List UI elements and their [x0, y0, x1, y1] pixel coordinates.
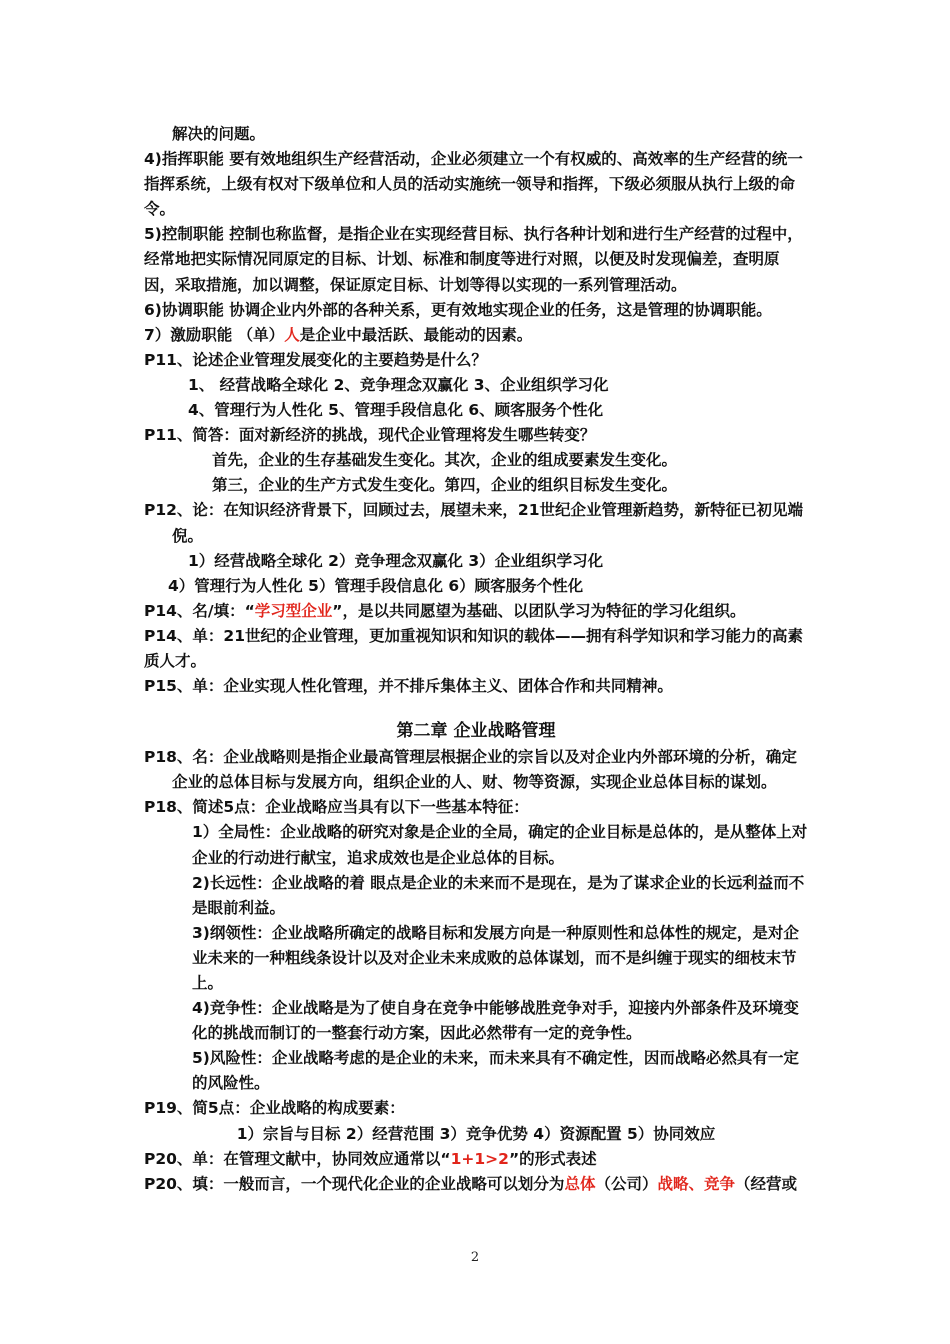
highlight-text: 总体 — [564, 1174, 596, 1193]
question-p18-definition: P18、名：企业战略则是指企业最高管理层根据企业的宗旨以及对企业内外部环境的分析，确定企业的总体目标与发展方向，组织企业的人、财、物等资源，实现企业总体目标的谋划。 — [144, 748, 797, 792]
list-line: 1）宗旨与目标 2）经营范围 3）竞争优势 4）资源配置 5）协同效应 — [236, 1124, 716, 1143]
list-line: 1）经营战略全球化 2）竞争理念双赢化 3）企业组织学习化 — [188, 551, 604, 570]
question-p12: P12、论：在知识经济背景下，回顾过去，展望未来，21世纪企业管理新趋势，新特征已初见端倪。 — [144, 501, 804, 545]
highlight-text: 学习型企业 — [254, 601, 333, 620]
list-line: 首先，企业的生存基础发生变化。其次，企业的组成要素发生变化。 — [212, 451, 678, 470]
list-line: 第三，企业的生产方式发生变化。第四，企业的组织目标发生变化。 — [212, 476, 678, 495]
feature-item: 3)纲领性：企业战略所确定的战略目标和发展方向是一种原则性和总体性的规定，是对企业未来的一种粗线条设计以及对企业未来成败的总体谋划，而不是纠缠于现实的细枝末节上。 — [192, 923, 799, 992]
list-line: 4、管理行为人性化 5、管理手段信息化 6、顾客服务个性化 — [188, 401, 604, 420]
list-line: 1、 经营战略全球化 2、竞争理念双赢化 3、企业组织学习化 — [188, 375, 609, 394]
page-content — [144, 122, 808, 1197]
feature-item: 4)竞争性：企业战略是为了使自身在竞争中能够战胜竞争对手，迎接内外部条件及环境变化的挑战而制订的一整套行动方案，因此必然带有一定的竞争性。 — [192, 999, 799, 1043]
paragraph-coordination-function: 6)协调职能 协调企业内外部的各种关系，更有效地实现企业的任务，这是管理的协调职能。 — [144, 300, 772, 319]
question-p19: P19、简5点：企业战略的构成要素： — [144, 1099, 405, 1118]
question-p20-synergy: P20、单：在管理文献中，协同效应通常以“1+1>2”的形式表述 — [144, 1149, 597, 1168]
list-line: 4）管理行为人性化 5）管理手段信息化 6）顾客服务个性化 — [168, 576, 584, 595]
feature-item: 5)风险性：企业战略考虑的是企业的未来，而未来具有不确定性，因而战略必然具有一定的风险性。 — [192, 1049, 799, 1093]
question-p15: P15、单：企业实现人性化管理，并不排斥集体主义、团体合作和共同精神。 — [144, 677, 673, 696]
paragraph-motivation-function: 7）激励职能 （单）人是企业中最活跃、最能动的因素。 — [144, 325, 533, 344]
highlight-text: 1+1>2 — [450, 1149, 509, 1168]
question-p14-learning-org: P14、名/填：“学习型企业”，是以共同愿望为基础、以团队学习为特征的学习化组织。 — [144, 601, 746, 620]
page-number: 2 — [470, 1250, 480, 1265]
question-p20-levels: P20、填：一般而言，一个现代化企业的企业战略可以划分为总体（公司）战略、竞争（经营或 — [144, 1174, 797, 1193]
feature-item: 2)长远性：企业战略的着 眼点是企业的未来而不是现在，是为了谋求企业的长远利益而不是眼前利益。 — [192, 873, 805, 917]
question-p18-features: P18、简述5点：企业战略应当具有以下一些基本特征： — [144, 798, 529, 817]
feature-item: 1）全局性：企业战略的研究对象是企业的全局，确定的企业目标是总体的，是从整体上对企业的行动进行献宝，追求成效也是企业总体的目标。 — [192, 823, 808, 867]
question-p11-changes: P11、简答：面对新经济的挑战，现代企业管理将发生哪些转变？ — [144, 426, 596, 445]
paragraph-control-function: 5)控制职能 控制也称监督，是指企业在实现经营目标、执行各种计划和进行生产经营的过程中，经常地把实际情况同原定的目标、计划、标准和制度等进行对照，以便及时发现偏差，查明原因，采取措施，加以调整，保证原定目标、计划等得以实现的一系列管理活动。 — [144, 225, 803, 294]
question-p14-knowledge: P14、单：21世纪的企业管理，更加重视知识和知识的载体——拥有科学知识和学习能力的高素质人才。 — [144, 626, 804, 670]
question-p11-trends: P11、论述企业管理发展变化的主要趋势是什么？ — [144, 350, 487, 369]
highlight-text: 战略、竞争 — [657, 1174, 735, 1193]
text-line: 解决的问题。 — [172, 125, 266, 143]
highlight-text: 人 — [284, 325, 300, 344]
chapter-title: 第二章 企业战略管理 — [396, 721, 556, 742]
paragraph-command-function: 4)指挥职能 要有效地组织生产经营活动，企业必须建立一个有权威的、高效率的生产经营的统一指挥系统，上级有权对下级单位和人员的活动实施统一领导和指挥，下级必须服从执行上级的命令。 — [144, 150, 803, 219]
